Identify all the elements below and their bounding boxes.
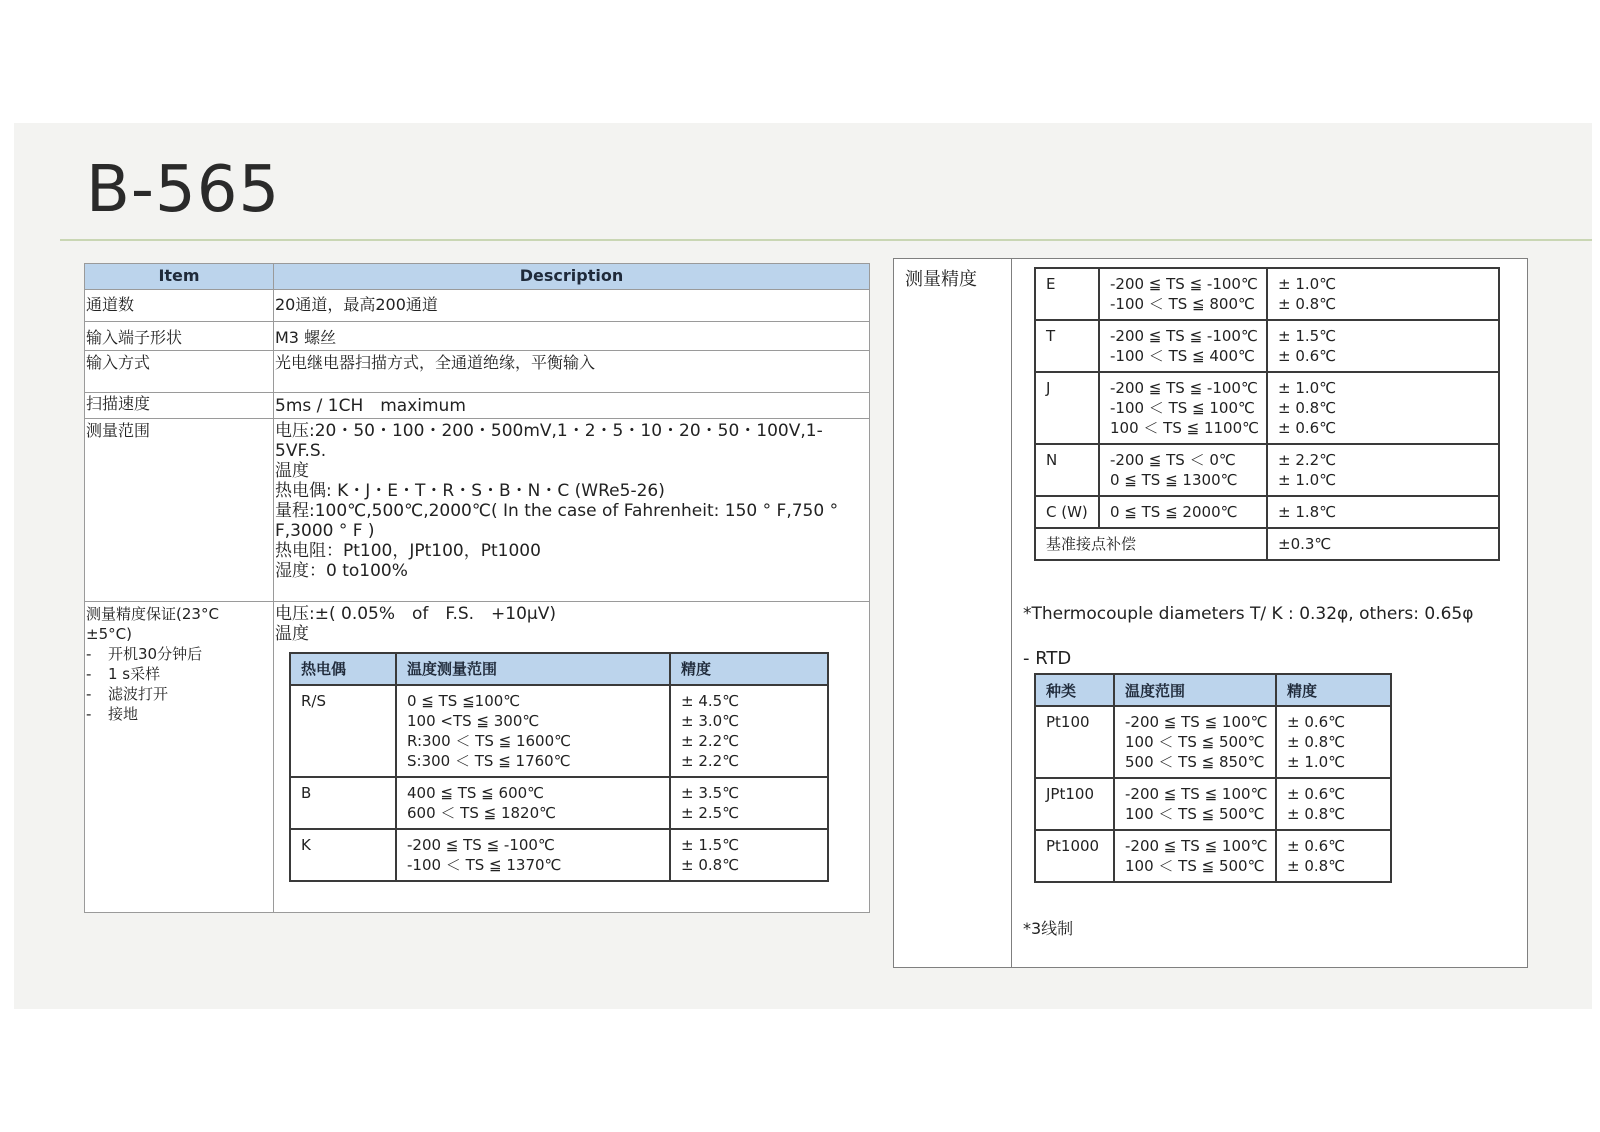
tc-header-range: 温度测量范围 — [396, 653, 670, 685]
accuracy-line: ± 4.5℃ — [681, 692, 740, 710]
range-line: 500 ＜ TS ≦ 850℃ — [1125, 753, 1265, 771]
title-divider — [60, 239, 1592, 241]
cjc-value: ±0.3℃ — [1267, 528, 1499, 560]
description-line: 热电阻：Pt100，JPt100，Pt1000 — [275, 541, 541, 561]
range-line: -200 ≦ TS ≦ 100℃ — [1125, 785, 1268, 803]
accuracy-line: ± 0.6℃ — [1278, 347, 1337, 365]
rtd-row — [1035, 706, 1391, 778]
spec-item: 输入端子形状 — [85, 322, 274, 351]
accuracy-panel — [893, 258, 1528, 968]
accuracy-label: 测量精度 — [905, 269, 977, 290]
accuracy-line: ± 3.0℃ — [681, 712, 740, 730]
spec-description: 光电继电器扫描方式，全通道绝缘，平衡输入 — [274, 351, 870, 393]
spec-table — [84, 263, 870, 913]
range-line: 400 ≦ TS ≦ 600℃ — [407, 784, 544, 802]
rtd-header-range: 温度范围 — [1114, 674, 1276, 706]
condition-item: - 开机30分钟后 — [86, 644, 273, 664]
rtd-accuracy — [1276, 706, 1391, 778]
range-line: -200 ≦ TS ≦ 100℃ — [1125, 713, 1268, 731]
description-line: 电压:±( 0.05% of F.S. +10μV) — [275, 604, 556, 624]
thermocouple-header-row — [290, 653, 828, 685]
thermocouple-table — [289, 652, 829, 882]
range-line: -100 ＜ TS ≦ 1370℃ — [407, 856, 562, 874]
acc-value — [1267, 268, 1499, 320]
range-line: -100 ＜ TS ≦ 400℃ — [1110, 347, 1255, 365]
acc-range — [1099, 320, 1267, 372]
tc-type: K — [290, 829, 396, 881]
tc-type: R/S — [290, 685, 396, 777]
range-line: R:300 ＜ TS ≦ 1600℃ — [407, 732, 571, 750]
accuracy-line: ± 0.8℃ — [1278, 295, 1337, 313]
accuracy-line: ± 3.5℃ — [681, 784, 740, 802]
accuracy-line: ± 2.5℃ — [681, 804, 740, 822]
accuracy-line: ± 0.8℃ — [1278, 399, 1337, 417]
spec-item: 扫描速度 — [85, 393, 274, 419]
rtd-header-row — [1035, 674, 1391, 706]
rtd-row — [1035, 778, 1391, 830]
accuracy-line: ± 1.0℃ — [1278, 275, 1337, 293]
range-line: 100 <TS ≦ 300℃ — [407, 712, 540, 730]
spec-description: 5ms / 1CH maximum — [274, 393, 870, 419]
tc-accuracy — [670, 777, 828, 829]
spec-row — [85, 393, 870, 419]
cjc-label: 基准接点补偿 — [1035, 528, 1267, 560]
range-line: -200 ≦ TS ≦ -100℃ — [1110, 379, 1258, 397]
accuracy-row — [1035, 444, 1499, 496]
range-line: -200 ≦ TS ≦ -100℃ — [1110, 327, 1258, 345]
thermocouple-note: *Thermocouple diameters T/ K : 0.32φ, others: 0.65φ — [1023, 604, 1474, 624]
thermocouple-row — [290, 685, 828, 777]
accuracy-line: ± 2.2℃ — [681, 732, 740, 750]
rtd-header-accuracy: 精度 — [1276, 674, 1391, 706]
description-line: 温度 — [275, 461, 309, 481]
acc-value — [1267, 496, 1499, 528]
accuracy-line: ± 1.5℃ — [1278, 327, 1337, 345]
rtd-type: JPt100 — [1035, 778, 1114, 830]
accuracy-line: ± 0.6℃ — [1287, 785, 1346, 803]
range-line: 0 ≦ TS ≦ 1300℃ — [1110, 471, 1238, 489]
range-line: S:300 ＜ TS ≦ 1760℃ — [407, 752, 571, 770]
thermocouple-row — [290, 777, 828, 829]
acc-value — [1267, 320, 1499, 372]
acc-type: T — [1035, 320, 1099, 372]
accuracy-line: ± 0.8℃ — [1287, 805, 1346, 823]
spec-row — [85, 351, 870, 393]
accuracy-row — [1035, 372, 1499, 444]
spec-row — [85, 602, 870, 913]
range-line: -200 ≦ TS ≦ -100℃ — [407, 836, 555, 854]
tc-accuracy — [670, 829, 828, 881]
rtd-table — [1034, 673, 1392, 883]
rtd-type: Pt1000 — [1035, 830, 1114, 882]
range-line: 100 ＜ TS ≦ 1100℃ — [1110, 419, 1259, 437]
acc-value — [1267, 372, 1499, 444]
rtd-accuracy — [1276, 778, 1391, 830]
acc-range — [1099, 268, 1267, 320]
acc-type: C (W) — [1035, 496, 1099, 528]
acc-range — [1099, 444, 1267, 496]
description-line: 5VF.S. — [275, 441, 327, 461]
tc-range — [396, 685, 670, 777]
range-line: -200 ≦ TS ≦ 100℃ — [1125, 837, 1268, 855]
range-line: 0 ≦ TS ≦100℃ — [407, 692, 521, 710]
description-line: 量程:100℃,500℃,2000℃( In the case of Fahrenheit: 150 ° F,750 ° — [275, 501, 839, 521]
rtd-type: Pt100 — [1035, 706, 1114, 778]
spec-description: M3 螺丝 — [274, 322, 870, 351]
tc-header-type: 热电偶 — [290, 653, 396, 685]
range-line: 600 ＜ TS ≦ 1820℃ — [407, 804, 556, 822]
range-line: -200 ≦ TS ＜ 0℃ — [1110, 451, 1236, 469]
spec-item: 输入方式 — [85, 351, 274, 393]
rtd-range — [1114, 830, 1276, 882]
range-line: -200 ≦ TS ≦ -100℃ — [1110, 275, 1258, 293]
accuracy-line: ± 1.5℃ — [681, 836, 740, 854]
tc-type: B — [290, 777, 396, 829]
spec-description-multiline — [274, 602, 870, 913]
item-line: 测量精度保证(23°C — [86, 605, 219, 623]
accuracy-line: ± 0.8℃ — [1287, 857, 1346, 875]
rtd-header-type: 种类 — [1035, 674, 1114, 706]
accuracy-row — [1035, 496, 1499, 528]
spec-row — [85, 419, 870, 602]
tc-range — [396, 829, 670, 881]
condition-list — [86, 644, 273, 724]
spec-item-multiline — [85, 602, 274, 913]
accuracy-line: ± 0.6℃ — [1287, 837, 1346, 855]
condition-item: - 滤波打开 — [86, 684, 273, 704]
range-line: 100 ＜ TS ≦ 500℃ — [1125, 733, 1265, 751]
description-line: 电压:20・50・100・200・500mV,1・2・5・10・20・50・100V,1- — [275, 421, 823, 441]
acc-value — [1267, 444, 1499, 496]
description-line: 热电偶: K・J・E・T・R・S・B・N・C (WRe5-26) — [275, 481, 665, 501]
accuracy-row — [1035, 320, 1499, 372]
range-line: -100 ＜ TS ≦ 800℃ — [1110, 295, 1255, 313]
acc-range — [1099, 496, 1267, 528]
accuracy-line: ± 1.8℃ — [1278, 503, 1337, 521]
rtd-label: - RTD — [1023, 648, 1072, 669]
description-line: F,3000 ° F ) — [275, 521, 375, 541]
condition-item: - 接地 — [86, 704, 273, 724]
spec-row — [85, 322, 870, 351]
acc-type: J — [1035, 372, 1099, 444]
thermocouple-accuracy-table — [1034, 267, 1500, 561]
rtd-note: *3线制 — [1023, 919, 1074, 938]
accuracy-line: ± 0.6℃ — [1287, 713, 1346, 731]
rtd-range — [1114, 706, 1276, 778]
cjc-row — [1035, 528, 1499, 560]
spec-item: 通道数 — [85, 290, 274, 322]
spec-row — [85, 290, 870, 322]
description-line: 湿度：0 to100% — [275, 561, 408, 581]
accuracy-line: ± 0.8℃ — [681, 856, 740, 874]
description-line: 温度 — [275, 624, 309, 644]
item-line: ±5°C) — [86, 625, 132, 643]
condition-item: - 1 s采样 — [86, 664, 273, 684]
header-description: Description — [274, 264, 870, 290]
accuracy-line: ± 1.0℃ — [1278, 379, 1337, 397]
page-title: B-565 — [86, 153, 281, 227]
tc-range — [396, 777, 670, 829]
accuracy-line: ± 2.2℃ — [681, 752, 740, 770]
rtd-accuracy — [1276, 830, 1391, 882]
tc-header-accuracy: 精度 — [670, 653, 828, 685]
spec-item: 测量范围 — [85, 419, 274, 602]
accuracy-line: ± 2.2℃ — [1278, 451, 1337, 469]
accuracy-line: ± 1.0℃ — [1287, 753, 1346, 771]
range-line: -100 ＜ TS ≦ 100℃ — [1110, 399, 1255, 417]
header-item: Item — [85, 264, 274, 290]
range-line: 100 ＜ TS ≦ 500℃ — [1125, 857, 1265, 875]
rtd-range — [1114, 778, 1276, 830]
range-line: 0 ≦ TS ≦ 2000℃ — [1110, 503, 1238, 521]
acc-range — [1099, 372, 1267, 444]
rtd-row — [1035, 830, 1391, 882]
spec-header-row — [85, 264, 870, 290]
accuracy-line: ± 0.8℃ — [1287, 733, 1346, 751]
accuracy-line: ± 1.0℃ — [1278, 471, 1337, 489]
panel-divider — [1011, 259, 1012, 967]
slide — [14, 123, 1592, 1009]
accuracy-line: ± 0.6℃ — [1278, 419, 1337, 437]
thermocouple-row — [290, 829, 828, 881]
range-line: 100 ＜ TS ≦ 500℃ — [1125, 805, 1265, 823]
tc-accuracy — [670, 685, 828, 777]
spec-description-multiline — [274, 419, 870, 602]
spec-description: 20通道，最高200通道 — [274, 290, 870, 322]
accuracy-row — [1035, 268, 1499, 320]
acc-type: E — [1035, 268, 1099, 320]
acc-type: N — [1035, 444, 1099, 496]
